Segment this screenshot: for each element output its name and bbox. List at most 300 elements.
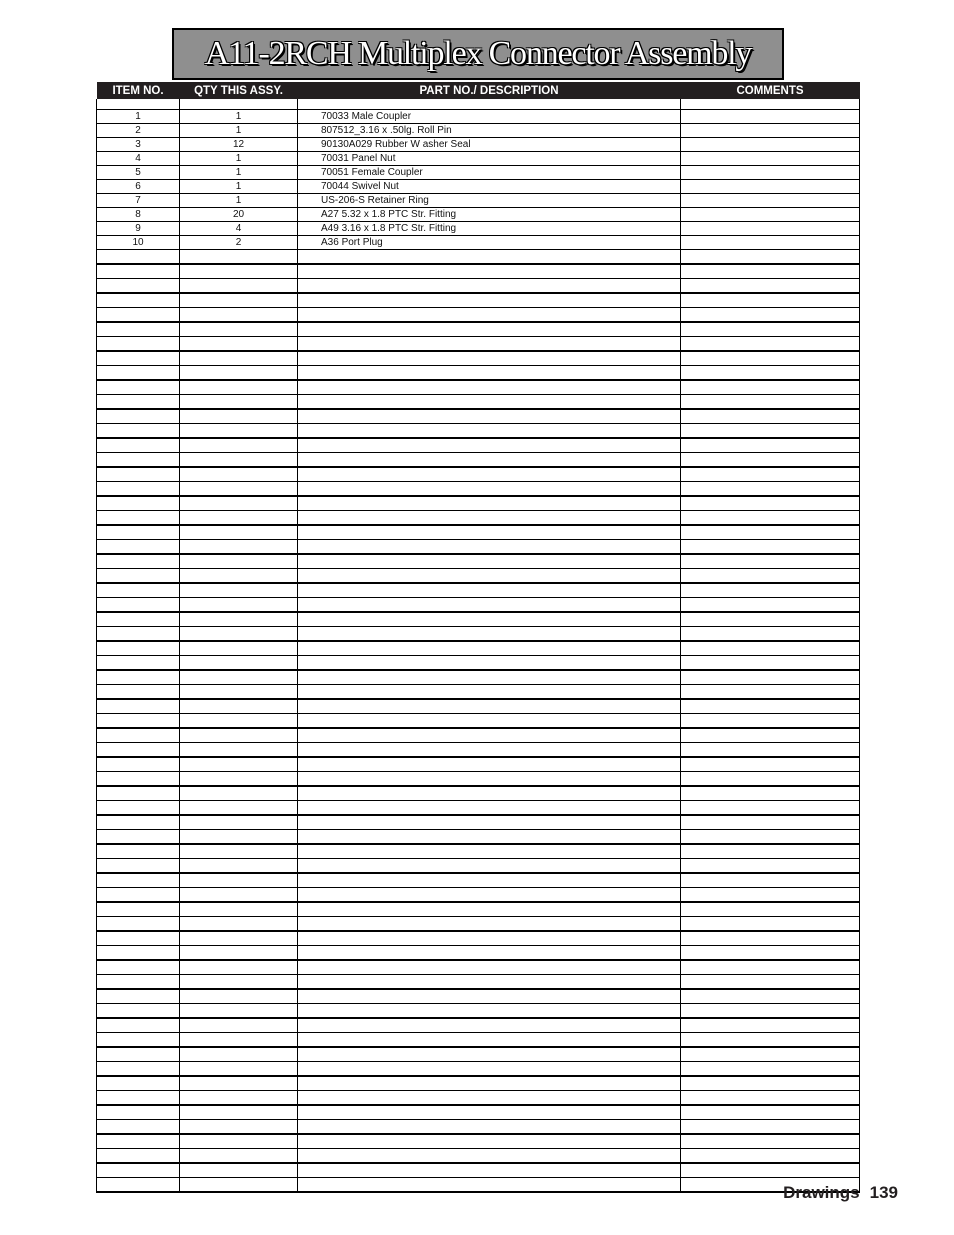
table-row bbox=[97, 1091, 860, 1106]
qty-cell bbox=[180, 917, 298, 932]
title-banner bbox=[172, 28, 784, 80]
comments-cell bbox=[681, 482, 860, 497]
table-row bbox=[97, 1047, 860, 1062]
footer-section: Drawings bbox=[783, 1183, 860, 1202]
qty-cell bbox=[180, 699, 298, 714]
table-row bbox=[97, 699, 860, 714]
description-cell bbox=[298, 1018, 681, 1033]
description-cell bbox=[298, 496, 681, 511]
description-cell: A49 3.16 x 1.8 PTC Str. Fitting bbox=[298, 222, 681, 236]
table-row bbox=[97, 264, 860, 279]
comments-cell bbox=[681, 917, 860, 932]
item-no-cell bbox=[97, 960, 180, 975]
qty-cell bbox=[180, 1033, 298, 1048]
comments-cell bbox=[681, 699, 860, 714]
qty-cell bbox=[180, 757, 298, 772]
comments-cell bbox=[681, 1018, 860, 1033]
comments-cell bbox=[681, 222, 860, 236]
comments-cell bbox=[681, 1149, 860, 1164]
qty-cell bbox=[180, 366, 298, 381]
table-row bbox=[97, 931, 860, 946]
table-row bbox=[97, 656, 860, 671]
description-cell bbox=[298, 612, 681, 627]
item-no-cell bbox=[97, 598, 180, 613]
item-no-cell bbox=[97, 380, 180, 395]
qty-cell bbox=[180, 1076, 298, 1091]
description-cell: 807512_3.16 x .50lg. Roll Pin bbox=[298, 124, 681, 138]
table-row bbox=[97, 279, 860, 294]
comments-cell bbox=[681, 438, 860, 453]
qty-cell bbox=[180, 279, 298, 294]
table-row bbox=[97, 1120, 860, 1135]
item-no-cell: 9 bbox=[97, 222, 180, 236]
qty-cell: 1 bbox=[180, 152, 298, 166]
item-no-cell: 1 bbox=[97, 110, 180, 124]
item-no-cell bbox=[97, 728, 180, 743]
table-row bbox=[97, 110, 860, 124]
item-no-cell bbox=[97, 931, 180, 946]
comments-cell bbox=[681, 1033, 860, 1048]
item-no-cell bbox=[97, 902, 180, 917]
table-row bbox=[97, 859, 860, 874]
description-cell: 70051 Female Coupler bbox=[298, 166, 681, 180]
description-cell bbox=[298, 250, 681, 265]
table-row bbox=[97, 1134, 860, 1149]
comments-cell bbox=[681, 366, 860, 381]
item-no-cell bbox=[97, 351, 180, 366]
table-row bbox=[97, 250, 860, 265]
comments-cell bbox=[681, 830, 860, 845]
description-cell bbox=[298, 1047, 681, 1062]
item-no-cell: 7 bbox=[97, 194, 180, 208]
table-row bbox=[97, 1105, 860, 1120]
item-no-cell bbox=[97, 583, 180, 598]
description-cell bbox=[298, 931, 681, 946]
description-cell bbox=[298, 627, 681, 642]
item-no-cell bbox=[97, 656, 180, 671]
description-cell bbox=[298, 308, 681, 323]
qty-cell bbox=[180, 250, 298, 265]
comments-cell bbox=[681, 1047, 860, 1062]
description-cell bbox=[298, 772, 681, 787]
table-row bbox=[97, 786, 860, 801]
description-cell bbox=[298, 1033, 681, 1048]
header-item-no: ITEM NO. bbox=[97, 82, 180, 99]
description-cell bbox=[298, 511, 681, 526]
description-cell: 70031 Panel Nut bbox=[298, 152, 681, 166]
description-cell bbox=[298, 685, 681, 700]
table-row bbox=[97, 612, 860, 627]
table-row bbox=[97, 180, 860, 194]
table-row bbox=[97, 366, 860, 381]
item-no-cell bbox=[97, 395, 180, 410]
description-cell bbox=[298, 844, 681, 859]
item-no-cell bbox=[97, 264, 180, 279]
table-row bbox=[97, 194, 860, 208]
table-row bbox=[97, 453, 860, 468]
description-cell bbox=[298, 540, 681, 555]
page-title: A11-2RCH Multiplex Connector Assembly bbox=[204, 35, 752, 72]
item-no-cell bbox=[97, 815, 180, 830]
description-cell: A27 5.32 x 1.8 PTC Str. Fitting bbox=[298, 208, 681, 222]
description-cell bbox=[298, 902, 681, 917]
comments-cell bbox=[681, 670, 860, 685]
qty-cell bbox=[180, 685, 298, 700]
description-cell bbox=[298, 99, 681, 110]
comments-cell bbox=[681, 540, 860, 555]
qty-cell bbox=[180, 409, 298, 424]
item-no-cell bbox=[97, 438, 180, 453]
table-row bbox=[97, 222, 860, 236]
comments-cell bbox=[681, 180, 860, 194]
description-cell bbox=[298, 1004, 681, 1019]
qty-cell bbox=[180, 554, 298, 569]
description-cell bbox=[298, 888, 681, 903]
item-no-cell bbox=[97, 685, 180, 700]
table-row bbox=[97, 438, 860, 453]
qty-cell bbox=[180, 1047, 298, 1062]
comments-cell bbox=[681, 264, 860, 279]
description-cell bbox=[298, 482, 681, 497]
description-cell: 90130A029 Rubber W asher Seal bbox=[298, 138, 681, 152]
description-cell bbox=[298, 801, 681, 816]
comments-cell bbox=[681, 960, 860, 975]
comments-cell bbox=[681, 511, 860, 526]
item-no-cell bbox=[97, 453, 180, 468]
item-no-cell bbox=[97, 1004, 180, 1019]
table-row bbox=[97, 743, 860, 758]
item-no-cell bbox=[97, 1120, 180, 1135]
description-cell bbox=[298, 366, 681, 381]
qty-cell: 1 bbox=[180, 124, 298, 138]
qty-cell bbox=[180, 786, 298, 801]
qty-cell bbox=[180, 395, 298, 410]
item-no-cell: 4 bbox=[97, 152, 180, 166]
comments-cell bbox=[681, 236, 860, 250]
description-cell bbox=[298, 946, 681, 961]
qty-cell bbox=[180, 960, 298, 975]
item-no-cell bbox=[97, 424, 180, 439]
description-cell bbox=[298, 279, 681, 294]
comments-cell bbox=[681, 1134, 860, 1149]
comments-cell bbox=[681, 989, 860, 1004]
comments-cell bbox=[681, 1062, 860, 1077]
comments-cell bbox=[681, 728, 860, 743]
description-cell bbox=[298, 699, 681, 714]
qty-cell bbox=[180, 844, 298, 859]
comments-cell bbox=[681, 138, 860, 152]
table-row bbox=[97, 337, 860, 352]
table-row bbox=[97, 467, 860, 482]
comments-cell bbox=[681, 322, 860, 337]
table-row bbox=[97, 801, 860, 816]
qty-cell bbox=[180, 351, 298, 366]
description-cell bbox=[298, 395, 681, 410]
qty-cell: 1 bbox=[180, 180, 298, 194]
table-row bbox=[97, 946, 860, 961]
description-cell: 70044 Swivel Nut bbox=[298, 180, 681, 194]
qty-cell: 4 bbox=[180, 222, 298, 236]
comments-cell bbox=[681, 424, 860, 439]
description-cell bbox=[298, 1163, 681, 1178]
qty-cell bbox=[180, 946, 298, 961]
table-row bbox=[97, 627, 860, 642]
comments-cell bbox=[681, 1004, 860, 1019]
comments-cell bbox=[681, 902, 860, 917]
table-row bbox=[97, 1178, 860, 1193]
description-cell bbox=[298, 583, 681, 598]
table-row bbox=[97, 1033, 860, 1048]
qty-cell bbox=[180, 989, 298, 1004]
item-no-cell bbox=[97, 1047, 180, 1062]
qty-cell bbox=[180, 627, 298, 642]
table-row bbox=[97, 975, 860, 990]
comments-cell bbox=[681, 859, 860, 874]
comments-cell bbox=[681, 946, 860, 961]
table-row bbox=[97, 1163, 860, 1178]
qty-cell bbox=[180, 772, 298, 787]
table-row bbox=[97, 99, 860, 110]
table-row bbox=[97, 511, 860, 526]
item-no-cell bbox=[97, 322, 180, 337]
item-no-cell bbox=[97, 714, 180, 729]
comments-cell bbox=[681, 351, 860, 366]
comments-cell bbox=[681, 888, 860, 903]
comments-cell bbox=[681, 627, 860, 642]
item-no-cell bbox=[97, 540, 180, 555]
qty-cell bbox=[180, 540, 298, 555]
item-no-cell bbox=[97, 917, 180, 932]
table-row bbox=[97, 1149, 860, 1164]
item-no-cell bbox=[97, 250, 180, 265]
qty-cell bbox=[180, 583, 298, 598]
qty-cell bbox=[180, 931, 298, 946]
table-row bbox=[97, 917, 860, 932]
item-no-cell bbox=[97, 293, 180, 308]
item-no-cell bbox=[97, 1033, 180, 1048]
comments-cell bbox=[681, 496, 860, 511]
item-no-cell bbox=[97, 801, 180, 816]
table-row bbox=[97, 815, 860, 830]
description-cell bbox=[298, 670, 681, 685]
description-cell bbox=[298, 525, 681, 540]
comments-cell bbox=[681, 279, 860, 294]
item-no-cell bbox=[97, 308, 180, 323]
comments-cell bbox=[681, 337, 860, 352]
description-cell bbox=[298, 409, 681, 424]
comments-cell bbox=[681, 757, 860, 772]
item-no-cell bbox=[97, 612, 180, 627]
item-no-cell bbox=[97, 844, 180, 859]
description-cell bbox=[298, 1178, 681, 1193]
description-cell bbox=[298, 322, 681, 337]
description-cell bbox=[298, 960, 681, 975]
item-no-cell bbox=[97, 627, 180, 642]
header-qty: QTY THIS ASSY. bbox=[180, 82, 298, 99]
description-cell bbox=[298, 1105, 681, 1120]
description-cell bbox=[298, 438, 681, 453]
qty-cell bbox=[180, 1105, 298, 1120]
table-row bbox=[97, 496, 860, 511]
item-no-cell bbox=[97, 1091, 180, 1106]
item-no-cell bbox=[97, 757, 180, 772]
item-no-cell bbox=[97, 1178, 180, 1193]
comments-cell bbox=[681, 786, 860, 801]
comments-cell bbox=[681, 801, 860, 816]
description-cell bbox=[298, 714, 681, 729]
description-cell bbox=[298, 554, 681, 569]
description-cell bbox=[298, 424, 681, 439]
table-row bbox=[97, 380, 860, 395]
qty-cell bbox=[180, 656, 298, 671]
item-no-cell bbox=[97, 511, 180, 526]
qty-cell bbox=[180, 322, 298, 337]
comments-cell bbox=[681, 1120, 860, 1135]
description-cell bbox=[298, 830, 681, 845]
description-cell bbox=[298, 1062, 681, 1077]
description-cell bbox=[298, 917, 681, 932]
item-no-cell bbox=[97, 1149, 180, 1164]
item-no-cell bbox=[97, 989, 180, 1004]
table-row bbox=[97, 293, 860, 308]
qty-cell bbox=[180, 859, 298, 874]
qty-cell bbox=[180, 1004, 298, 1019]
comments-cell bbox=[681, 1105, 860, 1120]
qty-cell bbox=[180, 482, 298, 497]
qty-cell bbox=[180, 264, 298, 279]
item-no-cell: 8 bbox=[97, 208, 180, 222]
description-cell bbox=[298, 293, 681, 308]
item-no-cell bbox=[97, 99, 180, 110]
comments-cell bbox=[681, 743, 860, 758]
table-row bbox=[97, 598, 860, 613]
qty-cell bbox=[180, 496, 298, 511]
description-cell bbox=[298, 380, 681, 395]
item-no-cell bbox=[97, 786, 180, 801]
table-row bbox=[97, 685, 860, 700]
qty-cell: 1 bbox=[180, 110, 298, 124]
item-no-cell bbox=[97, 743, 180, 758]
qty-cell bbox=[180, 714, 298, 729]
qty-cell bbox=[180, 337, 298, 352]
table-row bbox=[97, 540, 860, 555]
page-number: 139 bbox=[869, 1183, 898, 1202]
item-no-cell bbox=[97, 1062, 180, 1077]
bill-of-materials-table bbox=[96, 82, 860, 1193]
comments-cell bbox=[681, 110, 860, 124]
qty-cell bbox=[180, 1120, 298, 1135]
comments-cell bbox=[681, 525, 860, 540]
item-no-cell bbox=[97, 772, 180, 787]
item-no-cell bbox=[97, 279, 180, 294]
qty-cell bbox=[180, 801, 298, 816]
qty-cell bbox=[180, 1178, 298, 1193]
description-cell bbox=[298, 1120, 681, 1135]
table-row bbox=[97, 1076, 860, 1091]
qty-cell bbox=[180, 467, 298, 482]
comments-cell bbox=[681, 208, 860, 222]
item-no-cell bbox=[97, 569, 180, 584]
qty-cell bbox=[180, 670, 298, 685]
qty-cell bbox=[180, 1149, 298, 1164]
item-no-cell bbox=[97, 1076, 180, 1091]
item-no-cell bbox=[97, 641, 180, 656]
description-cell bbox=[298, 453, 681, 468]
comments-cell bbox=[681, 873, 860, 888]
qty-cell bbox=[180, 888, 298, 903]
description-cell bbox=[298, 1134, 681, 1149]
description-cell bbox=[298, 264, 681, 279]
comments-cell bbox=[681, 152, 860, 166]
header-comments: COMMENTS bbox=[681, 82, 860, 99]
item-no-cell bbox=[97, 554, 180, 569]
description-cell bbox=[298, 1076, 681, 1091]
table-row bbox=[97, 322, 860, 337]
qty-cell bbox=[180, 902, 298, 917]
qty-cell bbox=[180, 1134, 298, 1149]
table-row bbox=[97, 670, 860, 685]
header-description: PART NO./ DESCRIPTION bbox=[298, 82, 681, 99]
item-no-cell bbox=[97, 888, 180, 903]
qty-cell bbox=[180, 612, 298, 627]
item-no-cell: 2 bbox=[97, 124, 180, 138]
comments-cell bbox=[681, 714, 860, 729]
item-no-cell bbox=[97, 467, 180, 482]
item-no-cell bbox=[97, 830, 180, 845]
item-no-cell bbox=[97, 496, 180, 511]
table-row bbox=[97, 166, 860, 180]
item-no-cell bbox=[97, 975, 180, 990]
qty-cell bbox=[180, 293, 298, 308]
qty-cell: 20 bbox=[180, 208, 298, 222]
comments-cell bbox=[681, 395, 860, 410]
table-row bbox=[97, 1018, 860, 1033]
comments-cell bbox=[681, 583, 860, 598]
comments-cell bbox=[681, 467, 860, 482]
table-row bbox=[97, 482, 860, 497]
qty-cell bbox=[180, 1062, 298, 1077]
comments-cell bbox=[681, 1091, 860, 1106]
qty-cell bbox=[180, 525, 298, 540]
item-no-cell bbox=[97, 337, 180, 352]
table-row bbox=[97, 757, 860, 772]
qty-cell bbox=[180, 511, 298, 526]
qty-cell bbox=[180, 1163, 298, 1178]
qty-cell bbox=[180, 815, 298, 830]
table-row bbox=[97, 124, 860, 138]
comments-cell bbox=[681, 1076, 860, 1091]
description-cell bbox=[298, 1091, 681, 1106]
description-cell bbox=[298, 656, 681, 671]
description-cell bbox=[298, 569, 681, 584]
table-row bbox=[97, 351, 860, 366]
table-row bbox=[97, 569, 860, 584]
table-row bbox=[97, 888, 860, 903]
item-no-cell: 10 bbox=[97, 236, 180, 250]
item-no-cell bbox=[97, 670, 180, 685]
comments-cell bbox=[681, 772, 860, 787]
table-row bbox=[97, 554, 860, 569]
comments-cell bbox=[681, 815, 860, 830]
table-body bbox=[97, 99, 860, 1192]
comments-cell bbox=[681, 598, 860, 613]
comments-cell bbox=[681, 308, 860, 323]
item-no-cell bbox=[97, 366, 180, 381]
description-cell bbox=[298, 598, 681, 613]
item-no-cell: 6 bbox=[97, 180, 180, 194]
table-row bbox=[97, 1004, 860, 1019]
description-cell bbox=[298, 815, 681, 830]
